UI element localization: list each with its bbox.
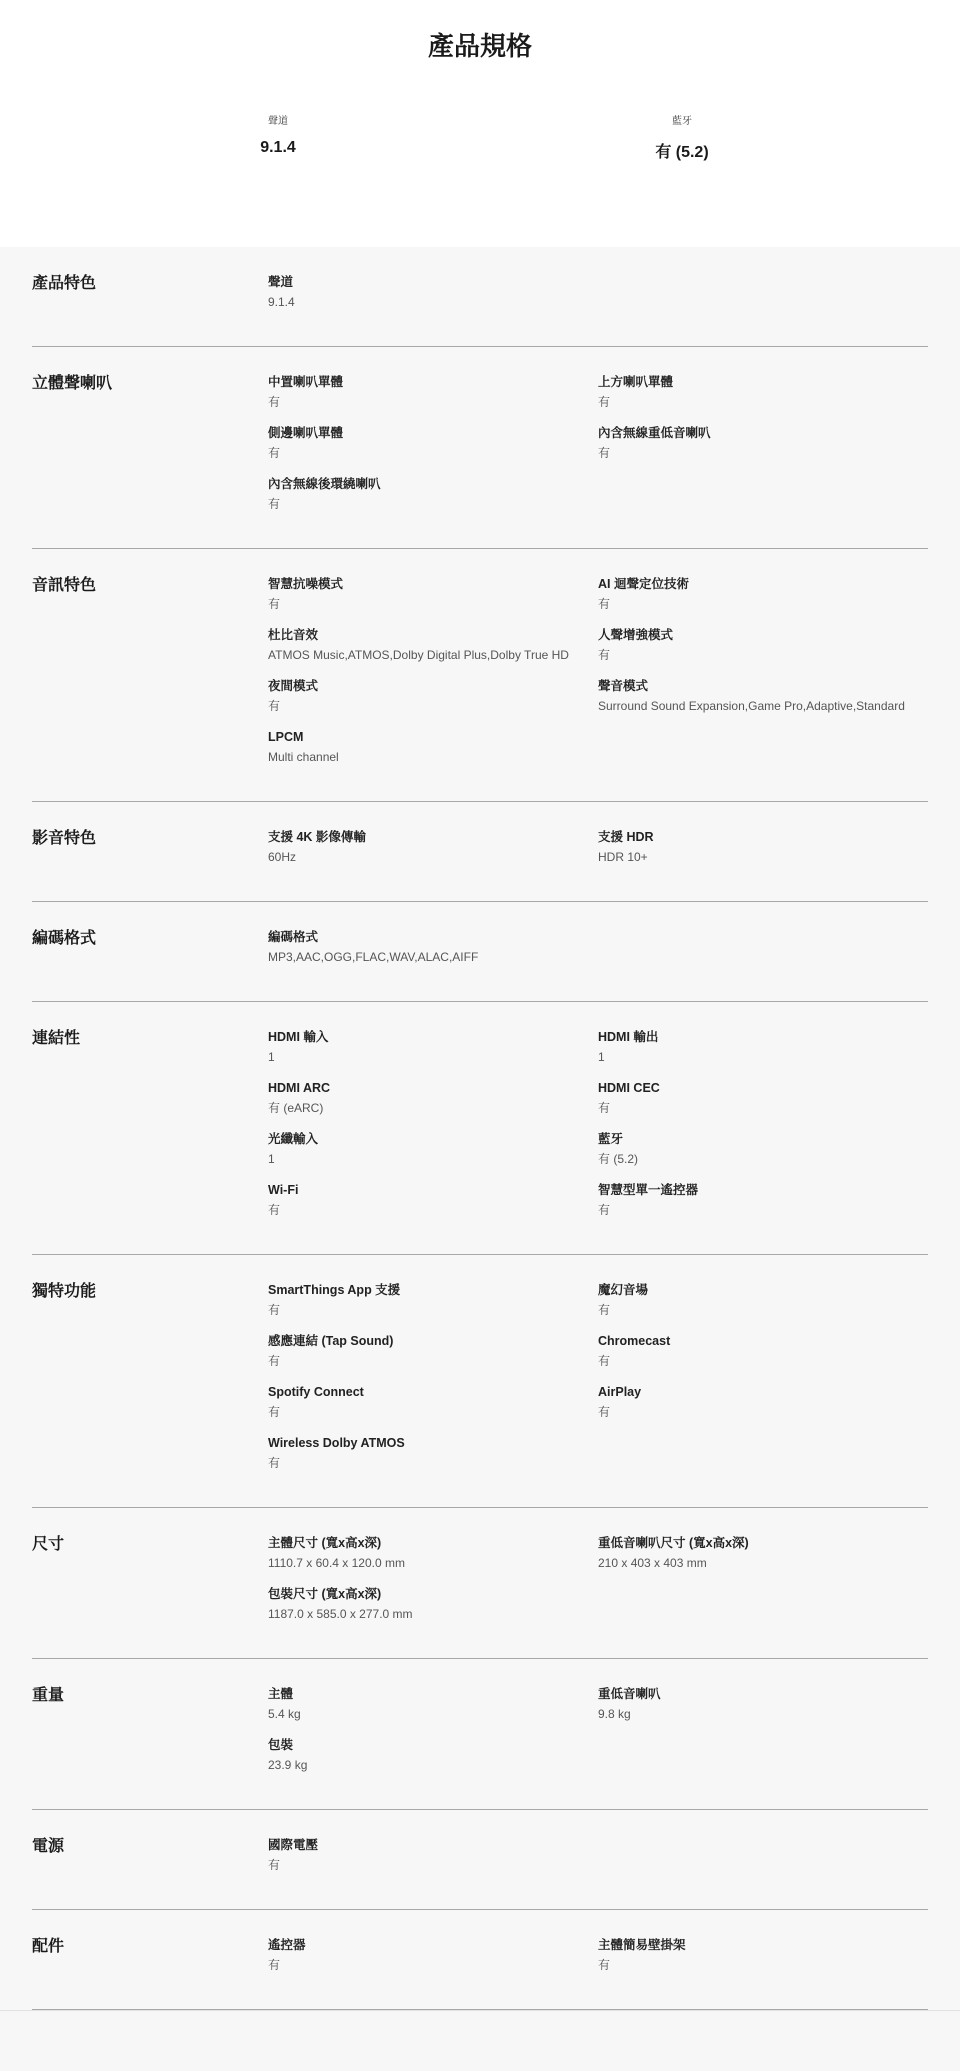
spec-label: HDMI 輸出 [598,1030,659,1044]
spec-label: HDMI ARC [268,1081,331,1095]
spec-value: 有 [268,1958,281,1972]
spec-label: 包裝尺寸 (寬x高x深) [268,1587,382,1601]
spec-value: 1 [598,1050,605,1064]
spec-grid [268,373,928,526]
spec-label: 遙控器 [268,1938,306,1952]
spec-value: 23.9 kg [268,1758,308,1772]
spec-label: 夜間模式 [268,679,319,693]
spec-item [268,273,598,324]
spec-label: 中置喇叭單體 [268,375,344,389]
spec-item [268,728,598,779]
spec-label: 主體簡易壁掛架 [598,1938,686,1952]
spec-item [268,1585,598,1636]
section-title: 配件 [32,1938,65,1955]
section-title: 編碼格式 [32,930,97,947]
spec-item [598,1534,928,1585]
spec-item [268,626,598,677]
highlight-channels [178,112,378,157]
spec-label: 魔幻音場 [598,1283,649,1297]
section-title: 電源 [32,1838,65,1855]
spec-list [0,247,960,2010]
spec-item [268,1383,598,1434]
spec-section [32,1508,928,1659]
highlight-bluetooth [582,112,782,162]
section-title: 音訊特色 [32,577,97,594]
spec-item [268,1332,598,1383]
spec-value: 有 [598,1405,611,1419]
spec-value: Surround Sound Expansion,Game Pro,Adaptive,Standard [598,699,905,713]
section-title: 產品特色 [32,275,97,292]
highlight-value: 9.1.4 [260,139,296,156]
spec-label: Wireless Dolby ATMOS [268,1436,405,1450]
spec-item [598,1130,928,1181]
spec-value: 有 [598,597,611,611]
spec-label: 杜比音效 [268,628,319,642]
spec-label: HDMI CEC [598,1081,660,1095]
spec-label: 包裝 [268,1738,294,1752]
spec-item [598,1028,928,1079]
spec-item [598,677,928,728]
spec-item [598,424,928,475]
spec-section [32,347,928,549]
spec-section [32,1659,928,1810]
spec-item [268,424,598,475]
spec-item [268,1736,598,1787]
spec-item [268,575,598,626]
spec-label: 感應連結 (Tap Sound) [268,1334,394,1348]
spec-item [598,373,928,424]
spec-value: 有 [268,699,281,713]
spec-item [268,475,598,526]
spec-label: SmartThings App 支援 [268,1283,401,1297]
spec-value: 有 [598,1203,611,1217]
page-title: 產品規格 [427,31,532,61]
spec-item [598,1936,928,1987]
spec-value: Multi channel [268,750,339,764]
spec-label: 上方喇叭單體 [598,375,674,389]
spec-item [598,1079,928,1130]
spec-grid [268,828,928,879]
spec-section [32,247,928,347]
spec-label: HDMI 輸入 [268,1030,329,1044]
section-title: 連結性 [32,1030,81,1047]
spec-value: 有 [268,1405,281,1419]
spec-section [32,802,928,902]
spec-value: 1 [268,1152,275,1166]
spec-item [598,1383,928,1434]
spec-label: Spotify Connect [268,1385,364,1399]
spec-header [0,0,960,247]
spec-item [268,1836,598,1887]
spec-section [32,549,928,802]
spec-value: 有 [598,1101,611,1115]
spec-value: 9.1.4 [268,295,295,309]
spec-label: Wi-Fi [268,1183,299,1197]
spec-label: 藍牙 [598,1132,624,1146]
spec-grid [268,928,928,979]
spec-label: 智慧抗噪模式 [268,577,344,591]
spec-grid [268,1836,928,1887]
spec-value: 有 (5.2) [598,1152,639,1166]
spec-label: 重低音喇叭尺寸 (寬x高x深) [598,1536,749,1550]
spec-label: Chromecast [598,1334,671,1348]
spec-value: 有 [598,1958,611,1972]
section-title: 獨特功能 [32,1283,97,1300]
spec-value: 1110.7 x 60.4 x 120.0 mm [268,1556,405,1570]
spec-item [598,828,928,879]
spec-value: 有 [268,497,281,511]
spec-item [268,1434,598,1485]
section-title: 立體聲喇叭 [32,375,113,392]
spec-item [598,575,928,626]
spec-label: 編碼格式 [268,930,319,944]
spec-item [598,1332,928,1383]
spec-label: 主體 [268,1687,294,1701]
spec-item [268,828,598,879]
spec-item [268,1534,598,1585]
spec-label: 側邊喇叭單體 [268,426,344,440]
spec-item [268,677,598,728]
spec-section [32,1810,928,1910]
spec-grid [268,273,928,324]
spec-item [268,1281,598,1332]
spec-grid [268,1028,928,1232]
spec-label: LPCM [268,730,304,744]
spec-section [32,1255,928,1508]
spec-item [268,1079,598,1130]
spec-value: 有 [268,1203,281,1217]
highlight-value: 有 (5.2) [655,144,709,161]
spec-value: 9.8 kg [598,1707,631,1721]
spec-value: 有 [268,597,281,611]
spec-grid [268,575,928,779]
spec-value: 有 [598,1303,611,1317]
spec-label: 智慧型單一遙控器 [598,1183,699,1197]
spec-item [268,1130,598,1181]
spec-label: 人聲增強模式 [598,628,674,642]
spec-item [598,1685,928,1736]
spec-section [32,1910,928,2010]
spec-value: 有 [598,648,611,662]
spec-value: 5.4 kg [268,1707,301,1721]
spec-value: 有 [268,1354,281,1368]
spec-value: 有 [598,395,611,409]
spec-value: 60Hz [268,850,297,864]
spec-grid [268,1534,928,1636]
spec-item [268,1028,598,1079]
spec-item [598,626,928,677]
spec-item [268,928,598,979]
spec-label: AirPlay [598,1385,642,1399]
spec-label: 支援 4K 影像傳輸 [268,830,366,844]
spec-grid [268,1281,928,1485]
spec-value: 1187.0 x 585.0 x 277.0 mm [268,1607,413,1621]
spec-value: 有 [268,1456,281,1470]
spec-item [268,1181,598,1232]
spec-label: 光纖輸入 [268,1132,319,1146]
spec-grid [268,1685,928,1787]
highlight-label: 聲道 [268,116,288,127]
spec-label: 聲音模式 [598,679,649,693]
spec-item [598,1281,928,1332]
spec-value: 有 [598,446,611,460]
section-title: 尺寸 [32,1536,65,1553]
spec-value: MP3,AAC,OGG,FLAC,WAV,ALAC,AIFF [268,950,479,964]
spec-label: 主體尺寸 (寬x高x深) [268,1536,382,1550]
spec-label: AI 迴聲定位技術 [598,577,689,591]
spec-value: 有 (eARC) [268,1101,324,1115]
spec-grid [268,1936,928,1987]
footer-divider [0,2010,960,2071]
spec-value: 有 [598,1354,611,1368]
spec-label: 內含無線後環繞喇叭 [268,477,381,491]
spec-value: 有 [268,1858,281,1872]
spec-value: 210 x 403 x 403 mm [598,1556,707,1570]
spec-label: 支援 HDR [598,830,654,844]
highlight-label: 藍牙 [672,116,692,127]
spec-value: ATMOS Music,ATMOS,Dolby Digital Plus,Dolby True HD [268,648,569,662]
spec-value: 有 [268,446,281,460]
spec-item [268,1685,598,1736]
spec-item [268,373,598,424]
section-title: 重量 [32,1687,65,1704]
spec-section [32,1002,928,1255]
spec-value: HDR 10+ [598,850,648,864]
spec-item [268,1936,598,1987]
spec-item [598,1181,928,1232]
spec-section [32,902,928,1002]
spec-value: 有 [268,395,281,409]
spec-label: 聲道 [268,275,294,289]
spec-value: 有 [268,1303,281,1317]
spec-label: 重低音喇叭 [598,1687,661,1701]
spec-label: 國際電壓 [268,1838,319,1852]
spec-label: 內含無線重低音喇叭 [598,426,711,440]
section-title: 影音特色 [32,830,97,847]
spec-value: 1 [268,1050,275,1064]
